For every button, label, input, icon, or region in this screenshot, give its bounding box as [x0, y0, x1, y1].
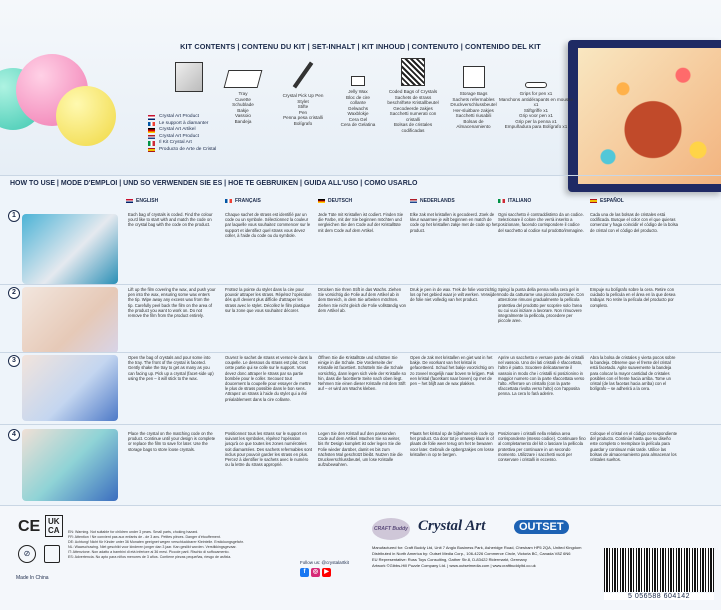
step-text-es: Coloque el cristal en el código correspondiente del producto. Continúe hasta que su diseño este completo o reemplace la película para guardar y continuar más tarde. Utilice las bolsas de almacenamiento para almacenar los cristales sueltos. [590, 431, 678, 463]
lang-head-nl [410, 198, 455, 204]
warning-en: EN: Warning. Not suitable for children under 3 years. Small parts, choking hazard. [68, 530, 199, 534]
flag-de-icon [318, 199, 325, 204]
legend-text: Crystal Art Artikel [159, 127, 196, 132]
step-text-de: Öffnen Sie die Kristalltüte und schütten Sie einige in die Schale. Die Vorderseite der Kristalle ist facettiert. Schütteln Sie die Schale vorsichtig, dann legen sich viele der Kristalle so hin, dass die facettierte Seite nach oben liegt. Nehmen Sie einen dieser Kristalle mit dem Stift auf – er wird am Wachs kleben. [318, 355, 406, 392]
ukca-line-2: CA [48, 526, 60, 535]
kit-item-pen [273, 60, 333, 126]
legend-text: Il Kit Crystal Art [159, 140, 192, 145]
lang-head-it [498, 198, 531, 204]
legend-text: Le support à diamanter [159, 120, 209, 126]
flag-de-icon [148, 128, 155, 133]
lang-label: FRANÇAIS [235, 198, 261, 204]
ukca-line-1: UK [48, 517, 60, 526]
flag-fr-icon [148, 122, 155, 127]
kit-item-label: Storage Bags Sachets refermables Druckverschlussbeutel Her-sluitbare zakjes Sacchetti riusabili Bolsas de Almacenamiento [450, 91, 497, 129]
kit-item-storage-bags [446, 66, 501, 130]
flag-nl-icon [410, 199, 417, 204]
wax-icon [351, 76, 365, 86]
manufacturer-line: Manufactured for: Craft Buddy Ltd, Unit 7 Anglo Business Park, Asheridge Road, Chesham HP5 2QA, United Kingdom [372, 545, 582, 550]
step-text-nl: Open de zak met kristallen en giet wat in het bakje. De voorkant van het kristal is gefacetteerd. Schud het bakje voorzichtig om zo zoveel mogelijk naar boven te krijgen. Pak een kristal (facetkant naar boven) op met de pen – het blijft aan de wax plakken. [410, 355, 495, 387]
step-text-nl: Elke zak met kristallen is gecodeerd. Zoek de kleur waarmee je wilt beginnen en match de code op het kristallen zakje met de code op het product. [410, 212, 498, 233]
lang-label: ITALIANO [508, 198, 532, 204]
youtube-icon[interactable]: ▶ [322, 568, 331, 577]
tray-icon [224, 70, 263, 88]
lang-head-en [126, 198, 158, 204]
warning-fr: FR: Attention ! Ne convient pas aux enfants de - de 3 ans. Petites pièces. Danger d'étouffement. [68, 535, 221, 539]
horse-artwork [578, 48, 721, 184]
barcode-number: 5 056588 604142 [604, 593, 714, 600]
legend-text: Producto de Arte de Cristal [159, 146, 217, 152]
product-legend [148, 114, 216, 153]
lang-label: NEDERLANDS [420, 198, 455, 204]
step-text-fr: Frottez la pointe du stylet dans la cire pour pouvoir attraper les strass. Répétez l'opération dès qu'il devient plus difficile d'attraper les strass avec le stylet. Décollez le film plastique sur la zone que vous souhaitez décorer. [225, 287, 312, 313]
lang-label: ESPAÑOL [600, 198, 624, 204]
step-divider [0, 284, 721, 285]
step-text-en: Each bag of crystals is coded. Find the colour you'd like to start with and match the code on the crystal bag with the code on the product. [128, 212, 213, 228]
crystal-art-logo: Crystal Art [418, 518, 486, 534]
kit-item-label: Tray Cuvette Schublade Bakje Vassoio Bandeja [232, 91, 254, 124]
legend-text: Crystal Art Product [159, 114, 199, 119]
step-1-image [22, 214, 118, 284]
step-3-image [22, 355, 118, 421]
step-text-fr: Chaque sachet de strass est identifié par un code ou un symbole. Sélectionnez la couleur par laquelle vous souhaitez commencer sur le support et identifiez quel strass vous devez coller, à l'aide du code ou du symbole. [225, 212, 311, 238]
step-text-nl: Druk je pen in de wax. Trek de folie voorzichtig los op het gebied waar je wilt werken. Verwijder de folie niet volledig van het product. [410, 287, 498, 303]
warning-de: DE: Achtung! Nicht für Kinder unter 36 Monaten geeignet wegen verschluckbarer Kleinteile. Erstickungsgefahr. [68, 540, 244, 544]
legend-row [148, 147, 216, 154]
lang-head-de [318, 198, 352, 204]
step-text-de: Drücken Sie Ihren Stift in das Wachs. Ziehen Sie vorsichtig die Folie auf dem Artikel ab in dem Bereich, in dem Sie arbeiten möchten. Ziehen Sie nicht gleich die Folie vollständig von dem Artikel ab. [318, 287, 406, 313]
flag-it-icon [498, 199, 505, 204]
step-number: 1 [8, 210, 20, 222]
flag-it-icon [148, 141, 155, 146]
step-divider [0, 352, 721, 353]
crystal-bag-icon [401, 58, 425, 86]
kit-item-tray [218, 70, 268, 124]
step-text-fr: Ouvrez le sachet de strass et versez-le dans la coupelle. Le dessous du strass est plat, c'est cette partie qui se colle sur le support. Vous devez donc attraper le strass par sa partie bombée pour le coller. Secouez tout doucement la coupelle pour essayer de mettre le plus de strass possible dans le bon sens. Attrapez un strass à l'aide du stylet qui a été préalablement dans la cire collante. [225, 355, 313, 402]
warnings-block [68, 530, 273, 560]
eu-rep-line: EU Representative: Russ Toys Consulting, Gather Str.8, D-83422 Ridermarkt, Germany [372, 557, 527, 562]
step-text-es: Abra la bolsa de cristales y vierta pocos sobre la bandeja. Observe que el frente del cristal está facetado. Agite suavemente la bandeja para colocar la mayor cantidad de cristales posibles con el frente hacia arriba. Tome un cristal (de las facetas hacia arriba) con el bolígrafo – se adherirá a la cera. [590, 355, 676, 392]
flag-gb-icon [148, 115, 155, 120]
step-text-it: Aprire un sacchetto e versare parte dei cristalli nel vassoio. Uno dei lati cristalli è sfaccettato, l'altro è piatto. Scuotere delicatamente il vassoio in modo che i cristalli si posizionino in maggior numero con la parte sfaccettata verso l'alto. Afferrare un cristallo (con la parte sfaccettata rivolta verso l'alto) con l'apposita penna. La cera lo farà aderire. [498, 355, 585, 397]
kit-item-label: Coded Bags of Crystals Sachets de strass beschriftete Kristallbeutel Gecodeerde zakjes Sacchetti numerati con cristalli Bolsas de cristales codificadas [387, 89, 439, 133]
lang-head-fr [225, 198, 261, 204]
kit-item-label: Jelly Wax Bloc de cire collante Gelwachs Waxblokje Cera Gel Cera de Gelatina [340, 89, 376, 127]
grip-icon [525, 82, 547, 88]
journal-product-image [568, 40, 721, 192]
step-text-de: Legen Sie den Kristall auf den passenden Code auf dem Artikel. Machen Sie so weiter, bis Ihr Design komplett ist oder legen Sie die Folie wieder darüber, damit es bis zum nächsten Mal geschützt bleibt. Nutzen Sie die Druckverschlussbeutel, um lose Kristalle aufzubewahren. [318, 431, 403, 468]
pen-icon [293, 62, 313, 89]
step-text-en: Place the crystal on the matching code on the product. Continue until your design is complete or replace the film to save for later. Use the storage bags to store loose crystals. [128, 431, 216, 452]
step-text-fr: Positionnez tous les strass sur le support en suivant les symboles, répétez l'opération jusqu'à ce que toutes les zones numérotées soit diamantées. Des sachets refermables sont inclus pour pouvoir garder les strass en plus. Percez à identifier le sachets avec le numéro ou la lettre du strass approprié. [225, 431, 313, 468]
lang-label: ENGLISH [136, 198, 159, 204]
distributor-line: Distributed in North America by: Outset Media Corp., 106-4226 Commerce Circle, Victoria BC, Canada V8Z 6N6 [372, 551, 571, 556]
kit-item-wax [338, 76, 378, 128]
manufacturer-info [372, 545, 602, 569]
barcode [604, 548, 714, 592]
step-text-es: Cada una de las bolsas de cristales está codificada. Busque el color con el que quieras comenzar y haga coincidir el código de la bolsa de cristal con el código del producto. [590, 212, 678, 233]
step-divider [0, 424, 721, 425]
recycle-bin-icon [44, 545, 60, 563]
kit-item-product [170, 62, 208, 95]
step-text-it: Ogni sacchetto è contraddistinto da un codice. Selezionare il colore che verrà inserito a posizionare, facendo corrispondere il codice del sacchetto al codice sul prodotto/immagine. [498, 212, 584, 233]
flag-fr-icon [225, 199, 232, 204]
warning-es: ES: Advertencia. No apto para niños menores de 3 años. Contiene piezas pequeñas, riesgo de asfixia. [68, 555, 232, 559]
ukca-mark [45, 515, 63, 537]
kit-item-label: Grips for pen x1 Manchons antidérapants en mousse x1 Stiftgriffe x1 Grip voor pen x1 Grip per la penna x1 Empuñadura para Bolígrafo x1 [498, 91, 574, 129]
follow-us-text: Follow us: @crystalartkit [300, 560, 349, 565]
step-text-en: Open the bag of crystals and pour some into the tray. The front of the crystal is faceted. Gently shake the tray to get as many as you can facing up. Pick up a crystal (facet-side up) using the pen – it will stick to the wax. [128, 355, 214, 381]
step-text-de: Jede Tüte mit Kristallen ist codiert. Finden Sie die Farbe, mit der Sie beginnen möchten und vergleichen Sie den Code auf der Kristalltüte mit dem Code auf dem Artikel. [318, 212, 404, 233]
facebook-icon[interactable]: f [300, 568, 309, 577]
ce-mark: CE [18, 518, 41, 535]
step-text-it: Spingi la punta della penna nella cera gel in modo da catturarne una piccola porzione. Con attenzione rimuovi gradualmente la pellicola protettiva del prodotto per scoprire solo l'area su cui vuoi iniziare a lavorare. Non rimuovere integralmente la pellicola, procedere per piccole aree. [498, 287, 584, 324]
gem-sphere-yellow [56, 86, 116, 146]
step-number: 3 [8, 355, 20, 367]
craft-buddy-logo: CRAFT Buddy [372, 518, 410, 540]
kit-item-grips [496, 82, 576, 130]
kit-item-crystal-bags [383, 58, 443, 133]
outset-logo: OUTSET [514, 520, 569, 534]
how-to-use-header: HOW TO USE | MODE D'EMPLOI | UND SO VERWENDEN SIE ES | HOE TE GEBRUIKEN | GUIDA ALL'USO | COMO USARLO [10, 180, 418, 187]
age-warning-icon: ⊘ [18, 545, 36, 563]
step-text-nl: Plaats het kristal op de bijbehorende code op het product. Ga door tot je ontwerp klaar is of plaats de folie weer terug om het te bewaren voor later. Gebruik de opbergzakjes om losse kristallen in op te bergen. [410, 431, 495, 457]
section-divider [0, 175, 721, 176]
step-text-it: Posizionare i cristalli nella relativa area corrispondente (stesso codice). Continuare fino al completamento del kit o lasciare la pellicola protettiva per continuare in un secondo momento. Utilizzare i sacchetti vuoti per conservare i cristalli in eccesso. [498, 431, 586, 463]
step-text-es: Empuje su bolígrafo sobre la cera. Retire con cuidado la película en el área en la que desea trabajar. No retire la película del producto por completo. [590, 287, 676, 308]
kit-contents-header: KIT CONTENTS | CONTENU DU KIT | SET-INHALT | KIT INHOUD | CONTENUTO | CONTENIDO DEL KIT [180, 42, 541, 51]
lang-label: DEUTSCH [328, 198, 353, 204]
legend-text: Crystal Art Product [159, 133, 199, 139]
copyright-line: Artwork ©Gibbs-Hill Puzzle Company Ltd. | www.outsetmedia.com | www.craftbuddyltd.co.uk [372, 563, 536, 568]
step-number: 2 [8, 287, 20, 299]
flag-es-icon [148, 148, 155, 153]
made-in-china: Made In China [16, 575, 49, 581]
instagram-icon[interactable]: ◎ [312, 569, 319, 575]
step-2-image [22, 287, 118, 353]
lang-head-es [590, 198, 624, 204]
social-block [300, 560, 349, 577]
warning-nl: NL: Waarschuwing. Niet geschikt voor kinderen jonger dan 3 jaar. Kan geslikt worden. Verstikkingsgevaar. [68, 545, 237, 549]
step-number: 4 [8, 429, 20, 441]
flag-es-icon [590, 199, 597, 204]
step-4-image [22, 429, 118, 501]
product-icon [175, 62, 203, 92]
flag-nl-icon [148, 135, 155, 140]
kit-item-label: Crystal Pick Up Pen Stylet Stifte Pen Penna pesa cristalli Bolígrafo [282, 93, 324, 126]
flag-gb-icon [126, 199, 133, 204]
storage-bag-icon [463, 66, 485, 88]
step-text-en: Lift up the film covering the wax, and push your pen into the wax, ensuring some wax enters the tip. Wipe away any excess wax from the tip. Carefully peel back the film on the area of the product you want to work on. Do not remove the film from the product entirely. [128, 287, 216, 319]
warning-it: IT: Attenzione. Non adatto a bambini di età inferiore ai 36 mesi. Piccole parti. Rischio di soffocamento. [68, 550, 230, 554]
